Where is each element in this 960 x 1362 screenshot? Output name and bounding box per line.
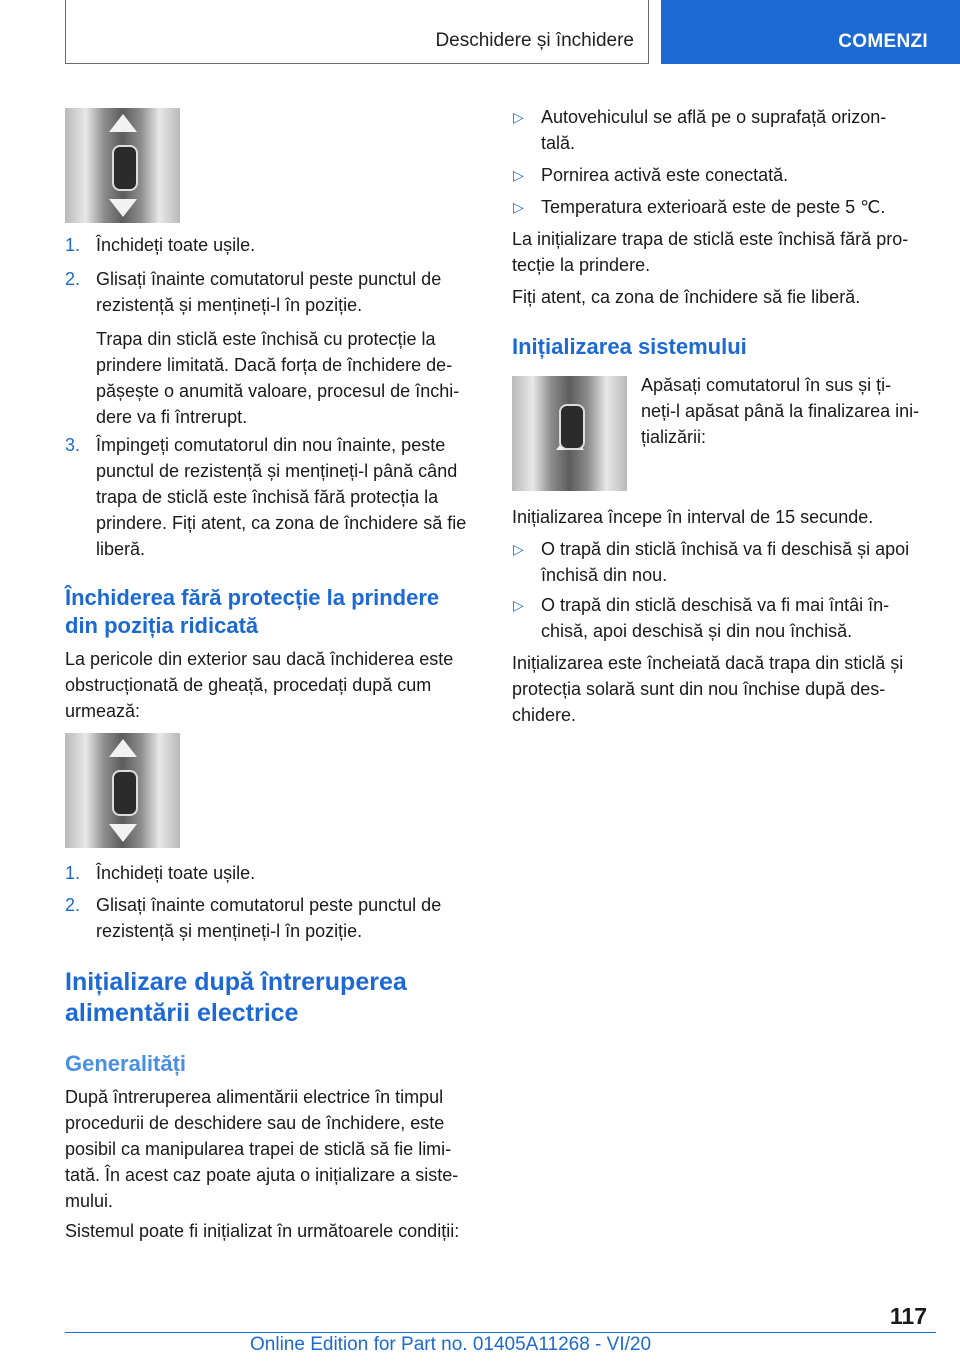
bullet-icon: ▷ (513, 109, 524, 125)
paragraph-text: tecție la prindere. (512, 255, 651, 275)
step-text: Închideți toate ușile. (96, 863, 256, 883)
step-text: rezistență și mențineți-l în poziție. (96, 295, 363, 315)
step-number: 2. (65, 269, 81, 289)
switch-icon (112, 770, 138, 816)
bullet-icon: ▷ (513, 167, 524, 183)
step-text: Închideți toate ușile. (96, 235, 256, 255)
heading-init: alimentării electrice (65, 999, 299, 1027)
arrow-down-icon (109, 199, 137, 217)
note-text: pășește o anumită valoare, procesul de închi- (96, 381, 460, 401)
page-number: 117 (889, 1303, 927, 1329)
arrow-down-icon (109, 824, 137, 842)
bullet-text: închisă din nou. (541, 565, 668, 585)
bullet-icon: ▷ (513, 199, 524, 215)
bullet-text: Pornirea activă este conectată. (541, 165, 789, 185)
paragraph-text: obstrucționată de gheață, procedați după cum (65, 675, 432, 695)
header-tab[interactable] (661, 0, 960, 64)
paragraph-text: Inițializarea începe în interval de 15 secunde. (512, 507, 874, 527)
paragraph-text: Apăsați comutatorul în sus și ți- (641, 375, 892, 395)
heading-general: Generalități (65, 1051, 187, 1076)
paragraph-text: După întreruperea alimentării electrice în timpul (65, 1087, 444, 1107)
step-text: Glisați înainte comutatorul peste punctul de (96, 269, 442, 289)
step-number: 2. (65, 895, 81, 915)
sunroof-switch-image (65, 733, 180, 848)
bullet-icon: ▷ (513, 541, 524, 557)
heading-system-init: Inițializarea sistemului (512, 334, 747, 359)
heading-closing: din poziția ridicată (65, 613, 259, 638)
tab-label: COMENZI (838, 31, 928, 52)
bullet-text: O trapă din sticlă închisă va fi deschisă și apoi (541, 539, 910, 559)
heading-init: Inițializare după întreruperea (65, 968, 407, 996)
note-text: Trapa din sticlă este închisă cu protecție la (96, 329, 436, 349)
paragraph-text: protecția solară sunt din nou închise după des- (512, 679, 886, 699)
bullet-text: Autovehiculul se află pe o suprafață orizon- (541, 107, 887, 127)
paragraph-text: țializării: (641, 427, 707, 447)
paragraph-text: Fiți atent, ca zona de închidere să fie liberă. (512, 287, 861, 307)
paragraph-text: La pericole din exterior sau dacă închiderea este (65, 649, 454, 669)
note-text: dere va fi întrerupt. (96, 407, 248, 427)
step-number: 3. (65, 435, 81, 455)
footer-divider (65, 1332, 936, 1333)
step-number: 1. (65, 863, 81, 883)
paragraph-text: neți-l apăsat până la finalizarea ini- (641, 401, 920, 421)
bullet-text: O trapă din sticlă deschisă va fi mai întâi în- (541, 595, 890, 615)
paragraph-text: procedurii de deschidere sau de închidere, este (65, 1113, 445, 1133)
bullet-text: Temperatura exterioară este de peste 5 ℃. (541, 197, 886, 217)
heading-closing: Închiderea fără protecție la prindere (65, 585, 440, 610)
paragraph-text: Inițializarea este încheiată dacă trapa din sticlă și (512, 653, 904, 673)
step-text: prindere. Fiți atent, ca zona de închidere să fie (96, 513, 467, 533)
paragraph-text: tată. În acest caz poate ajuta o inițializare a siste- (65, 1165, 459, 1185)
step-text: rezistență și mențineți-l în poziție. (96, 921, 363, 941)
sunroof-switch-image (65, 108, 180, 223)
arrow-up-icon (109, 739, 137, 757)
paragraph-text: Sistemul poate fi inițializat în următoarele condiții: (65, 1221, 460, 1241)
header-section-box (65, 0, 649, 64)
note-text: prindere limitată. Dacă forța de închidere de- (96, 355, 453, 375)
switch-icon (559, 404, 585, 450)
step-text: Împingeți comutatorul din nou înainte, peste (96, 435, 446, 455)
step-text: trapa de sticlă este închisă fără protecția la (96, 487, 439, 507)
footer-edition: Online Edition for Part no. 01405A11268 - VI/20 (250, 1334, 652, 1355)
step-text: punctul de rezistență și mențineți-l până când (96, 461, 458, 481)
paragraph-text: La inițializare trapa de sticlă este închisă fără pro- (512, 229, 909, 249)
section-title: Deschidere și închidere (435, 30, 634, 51)
step-number: 1. (65, 235, 81, 255)
paragraph-text: urmează: (65, 701, 141, 721)
bullet-text: tală. (541, 133, 576, 153)
step-text: liberă. (96, 539, 146, 559)
switch-icon (112, 145, 138, 191)
paragraph-text: chidere. (512, 705, 577, 725)
paragraph-text: mului. (65, 1191, 114, 1211)
paragraph-text: posibil ca manipularea trapei de sticlă să fie limi- (65, 1139, 452, 1159)
step-text: Glisați înainte comutatorul peste punctul de (96, 895, 442, 915)
bullet-icon: ▷ (513, 597, 524, 613)
bullet-text: chisă, apoi deschisă și din nou închisă. (541, 621, 853, 641)
arrow-up-icon (109, 114, 137, 132)
switch-press-image (512, 376, 627, 491)
